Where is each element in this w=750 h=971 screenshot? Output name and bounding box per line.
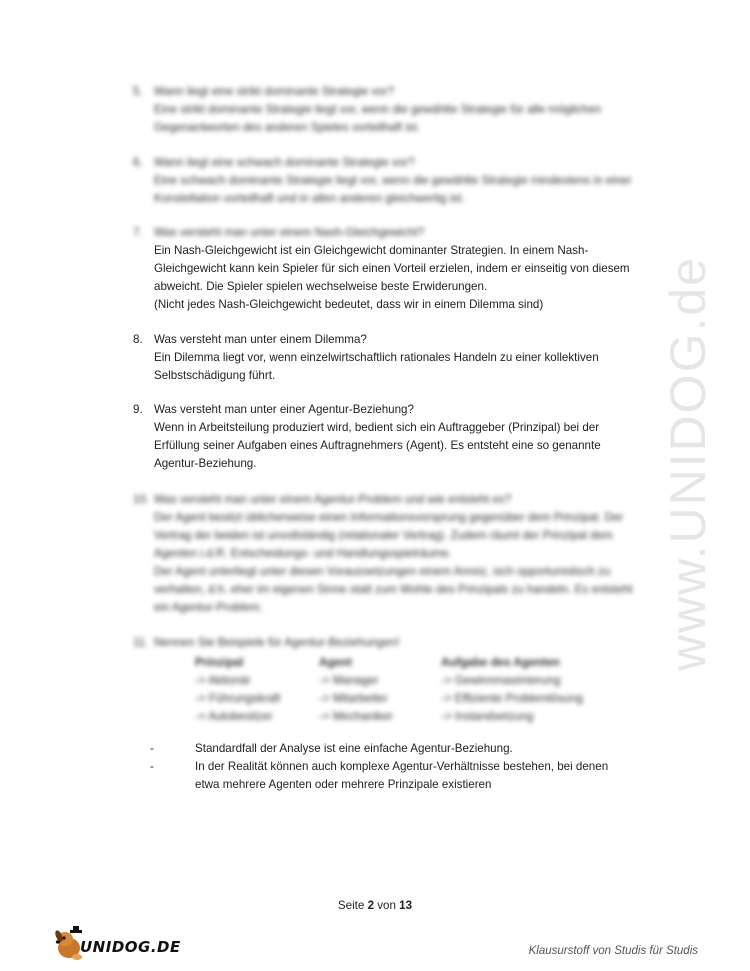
question-item-5 xyxy=(133,83,633,137)
item-number: 5. xyxy=(133,85,143,98)
table-cell: -> Instandsetzung xyxy=(441,710,534,723)
question-text: Wann liegt eine schwach dominante Strategie vor? xyxy=(154,156,415,169)
watermark-text: www.UNIDOG.de xyxy=(660,256,716,671)
bullet-dash: - xyxy=(150,742,154,755)
table-header: Aufgabe des Agenten xyxy=(441,656,560,669)
list-item xyxy=(150,758,620,794)
logo-text: UNIDOG.DE xyxy=(80,938,181,956)
bullet-text: In der Realität können auch komplexe Agentur-Verhältnisse bestehen, bei denen etwa mehrere Agenten oder mehrere Prinzipale existieren xyxy=(195,760,609,791)
answer-text: Eine schwach dominante Strategie liegt vor, wenn die gewählte Strategie mindestens in einer Konstellation vorteilhaft und in allen anderen gleichwertig ist. xyxy=(154,174,632,205)
current-page: 2 xyxy=(367,899,375,912)
table-cell: -> Effiziente Problemlösung xyxy=(441,692,583,705)
item-number: 7. xyxy=(133,226,143,239)
table-cell: -> Aktionär xyxy=(195,674,251,687)
agency-table xyxy=(195,654,633,726)
question-text: Wann liegt eine strikt dominante Strategie vor? xyxy=(154,85,394,98)
answer-text-2: Der Agent unterliegt unter diesen Voraussetzungen einem Anreiz, sich opportunistisch zu verhalten, d.h. eher im eigenen Sinne statt zum Wohle des Prinzipals zu handeln. Es entsteht ein Agentur-Problem. xyxy=(154,565,633,614)
table-header: Agent xyxy=(319,656,352,669)
answer-text: Ein Nash-Gleichgewicht ist ein Gleichgewicht dominanter Strategien. In einem Nash-Gleichgewicht kann kein Spieler für sich einen Vorteil erzielen, indem er einseitig von diesem abweicht. Die Spieler spielen wechselweise beste Erwiderungen. xyxy=(154,244,630,293)
table-cell: -> Führungskraft xyxy=(195,692,281,705)
question-text: Nennen Sie Beispiele für Agentur-Beziehungen! xyxy=(154,636,400,649)
bullet-list xyxy=(150,740,620,794)
item-number: 9. xyxy=(133,403,143,416)
question-item-8 xyxy=(133,331,633,385)
answer-text: Wenn in Arbeitsteilung produziert wird, bedient sich ein Auftraggeber (Prinzipal) bei der Erfüllung seiner Aufgaben eines Auftragnehmers (Agent). Es entsteht eine so genannte Agentur-Beziehung. xyxy=(154,421,601,470)
question-item-11 xyxy=(133,634,633,726)
answer-text: Der Agent besitzt üblicherweise einen Informationsvorsprung gegenüber dem Prinzipal. Der Vertrag der beiden ist unvollständig (relationaler Vertrag). Zudem räumt der Prinzipal dem Agenten i.d.R. Entscheidungs- und Handlungsspielräume. xyxy=(154,511,624,560)
page-number xyxy=(0,899,750,912)
table-cell: -> Autobesitzer xyxy=(195,710,273,723)
table-row xyxy=(195,672,633,690)
list-item xyxy=(150,740,620,758)
question-text: Was versteht man unter einer Agentur-Beziehung? xyxy=(154,403,414,416)
answer-text: Eine strikt dominante Strategie liegt vor, wenn die gewählte Strategie für alle möglichen Gegenantworten des anderen Spieles vorteilhaft ist. xyxy=(154,103,602,134)
bullet-dash: - xyxy=(150,760,154,773)
table-cell: -> Mechaniker xyxy=(319,710,393,723)
table-row xyxy=(195,690,633,708)
table-header: Prinzipal xyxy=(195,656,244,669)
question-text: Was versteht man unter einem Agentur-Problem und wie entsteht es? xyxy=(154,493,512,506)
table-header-row xyxy=(195,654,633,672)
item-number: 11. xyxy=(133,636,149,649)
question-item-9 xyxy=(133,401,633,473)
page-mid: von xyxy=(374,899,400,912)
footer-tagline: Klausurstoff von Studis für Studis xyxy=(528,945,698,957)
question-item-10 xyxy=(133,491,633,617)
question-text: Was versteht man unter einem Nash-Gleichgewicht? xyxy=(154,226,425,239)
unidog-logo xyxy=(52,924,181,964)
table-row xyxy=(195,708,633,726)
bullet-text: Standardfall der Analyse ist eine einfache Agentur-Beziehung. xyxy=(195,742,513,755)
table-cell: -> Gewinnmaximierung xyxy=(441,674,561,687)
item-number: 10. xyxy=(133,493,150,506)
item-number: 6. xyxy=(133,156,143,169)
table-cell: -> Mitarbeiter xyxy=(319,692,388,705)
page-prefix: Seite xyxy=(337,899,368,912)
answer-note: (Nicht jedes Nash-Gleichgewicht bedeutet, dass wir in einem Dilemma sind) xyxy=(154,298,544,311)
question-item-7 xyxy=(133,224,633,314)
question-item-6 xyxy=(133,154,633,208)
answer-text: Ein Dilemma liegt vor, wenn einzelwirtschaftlich rationales Handeln zu einer kollektiven Selbstschädigung führt. xyxy=(154,351,599,382)
question-text: Was versteht man unter einem Dilemma? xyxy=(154,333,367,346)
total-pages: 13 xyxy=(399,899,413,912)
item-number: 8. xyxy=(133,333,143,346)
table-cell: -> Manager xyxy=(319,674,379,687)
